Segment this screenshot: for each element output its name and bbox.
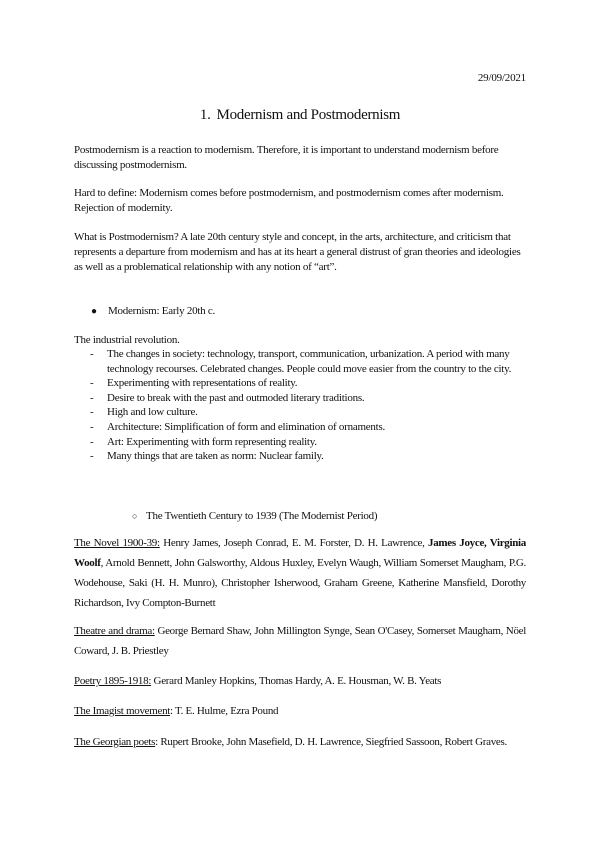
novel-authors-b: , Arnold Bennett, John Galsworthy, Aldous Huxley, Evelyn Waugh, William Somerset Maugham, P.G. Wodehouse, Saki (H. H. Munro), Christopher Isherwood, Graham Greene, Katherine Mansfield, Dorothy Richardson, Ivy Compton-Burnett bbox=[74, 557, 526, 609]
imagist-label: The Imagist movement bbox=[74, 705, 171, 717]
poetry-section bbox=[74, 671, 526, 691]
list-item-text: Architecture: Simplification of form and elimination of ornaments. bbox=[107, 420, 385, 433]
poetry-label: Poetry 1895-1918: bbox=[74, 675, 152, 687]
georgian-authors: : Rupert Brooke, John Masefield, D. H. Lawrence, Siegfried Sassoon, Robert Graves. bbox=[155, 736, 507, 748]
imagist-authors: : T. E. Hulme, Ezra Pound bbox=[170, 705, 279, 717]
industrial-heading: The industrial revolution. bbox=[74, 334, 180, 346]
modernist-period-text: The Twentieth Century to 1939 (The Modernist Period) bbox=[146, 510, 378, 522]
list-item: - High and low culture. bbox=[90, 406, 198, 419]
intro-paragraph-3: What is Postmodernism? A late 20th century style and concept, in the arts, architecture, and criticism that represents a departure from modernism and has at its heart a general distrust of gran theories and ideologies as well as a problematical relationship with any notion of “art”. bbox=[74, 231, 521, 273]
imagist-section bbox=[74, 701, 526, 721]
list-item: - The changes in society: technology, transport, communication, urbanization. A period with many technology recourses. Celebrated changes. People could move easier from the country to the city. bbox=[90, 348, 512, 375]
list-item: - Experimenting with representations of reality. bbox=[90, 377, 298, 390]
intro-paragraph-1: Postmodernism is a reaction to modernism. Therefore, it is important to understand modernism before discussing postmodernism. bbox=[74, 144, 499, 171]
georgian-section bbox=[74, 732, 526, 752]
document-date: 29/09/2021 bbox=[477, 72, 526, 84]
novel-authors-a: Henry James, Joseph Conrad, E. M. Forster, D. H. Lawrence, bbox=[159, 537, 428, 549]
circle-bullet-icon: ○ bbox=[132, 511, 138, 521]
bullet-dot-icon: ● bbox=[91, 306, 97, 317]
theatre-section bbox=[74, 621, 526, 661]
list-item-text: The changes in society: technology, transport, communication, urbanization. A period with many technology recourses. Celebrated changes. People could move easier from the country to the city. bbox=[107, 348, 512, 375]
intro-paragraph-2: Hard to define: Modernism comes before postmodernism, and postmodernism comes after modernism. Rejection of modernity. bbox=[74, 187, 504, 214]
novel-authors-bold: James Joyce, Virginia Woolf bbox=[74, 537, 527, 569]
novel-section bbox=[74, 533, 526, 613]
modernist-period-bullet bbox=[132, 510, 377, 522]
industrial-list bbox=[90, 347, 526, 464]
georgian-label: The Georgian poets bbox=[74, 736, 156, 748]
list-item-text: Art: Experimenting with form representing reality. bbox=[107, 435, 317, 448]
list-item: - Many things that are taken as norm: Nuclear family. bbox=[90, 450, 324, 463]
list-item-text: High and low culture. bbox=[107, 406, 198, 419]
list-item: - Desire to break with the past and outmoded literary traditions. bbox=[90, 391, 365, 404]
list-item: - Architecture: Simplification of form and elimination of ornaments. bbox=[90, 420, 385, 433]
theatre-label: Theatre and drama: bbox=[74, 625, 155, 637]
list-item-text: Desire to break with the past and outmoded literary traditions. bbox=[107, 391, 365, 404]
theatre-authors: George Bernard Shaw, John Millington Synge, Sean O'Casey, Somerset Maugham, Nöel Coward, J. B. Priestley bbox=[74, 625, 526, 657]
list-item-text: Many things that are taken as norm: Nuclear family. bbox=[107, 450, 324, 463]
title-text: Modernism and Postmodernism bbox=[216, 107, 401, 123]
title-number: 1. bbox=[199, 107, 211, 123]
poetry-authors: Gerard Manley Hopkins, Thomas Hardy, A. E. Housman, W. B. Yeats bbox=[151, 675, 442, 687]
modernism-bullet-text: Modernism: Early 20th c. bbox=[108, 305, 216, 317]
modernism-bullet bbox=[91, 305, 215, 317]
list-item-text: Experimenting with representations of reality. bbox=[107, 377, 298, 390]
document-title bbox=[0, 107, 600, 124]
list-item: - Art: Experimenting with form representing reality. bbox=[90, 435, 317, 448]
novel-label: The Novel 1900-39: bbox=[74, 537, 160, 549]
